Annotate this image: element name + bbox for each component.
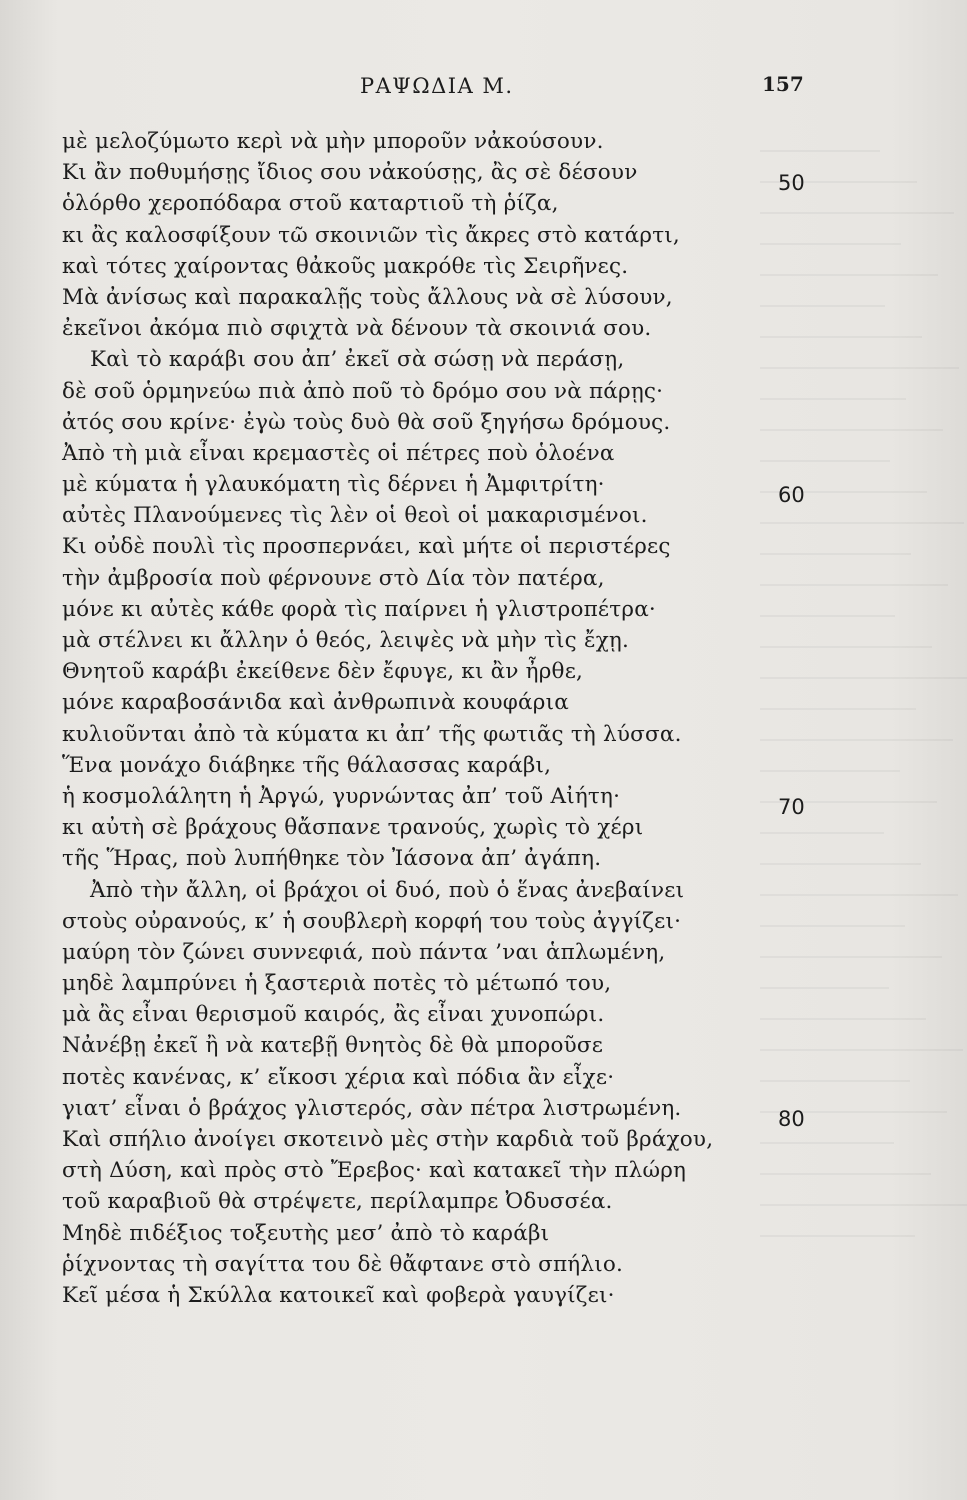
verse-line: μὲ κύματα ἡ γλαυκόματη τὶς δέρνει ἡ Ἀμφιτρίτη·: [62, 472, 605, 498]
poem-text: [62, 126, 762, 1311]
line-number: 80: [778, 1107, 805, 1132]
verse-line: δὲ σοῦ ὁρμηνεύω πιὰ ἀπὸ ποῦ τὸ δρόμο σου νὰ πάρῃς·: [62, 378, 664, 404]
page-number: 157: [762, 72, 804, 96]
verse-line: ῥίχνοντας τὴ σαγίττα του δὲ θἄφτανε στὸ σπήλιο.: [62, 1251, 623, 1277]
verse-line: στὴ Δύση, καὶ πρὸς στὸ Ἔρεβος· καὶ κατακεῖ τὴν πλώρη: [62, 1158, 687, 1184]
verse-line: ἐκεῖνοι ἀκόμα πιὸ σφιχτὰ νὰ δένουν τὰ σκοινιά σου.: [62, 316, 652, 342]
verse-line: κι ἂς καλοσφίξουν τῶ σκοινιῶν τὶς ἄκρες στὸ κατάρτι,: [62, 222, 680, 248]
verse-line: ἡ κοσμολάλητη ἡ Ἀργώ, γυρνώντας ἀπ’ τοῦ Αἰήτη·: [62, 783, 621, 809]
verse-line: μόνε καραβοσάνιδα καὶ ἀνθρωπινὰ κουφάρια: [62, 690, 569, 716]
running-header: [0, 68, 967, 102]
verse-line: Νἀνέβῃ ἐκεῖ ἢ νὰ κατεβῇ θνητὸς δὲ θὰ μποροῦσε: [62, 1033, 604, 1059]
verse-line: Κι ἂν ποθυμήσῃς ἴδιος σου νἀκούσῃς, ἂς σὲ δέσουν: [62, 160, 638, 186]
verse-line: μὲ μελοζύμωτο κερὶ νὰ μὴν μποροῦν νἀκούσουν.: [62, 129, 604, 154]
line-number: 60: [778, 483, 805, 508]
verse-line: μὰ ἂς εἶναι θερισμοῦ καιρός, ἂς εἶναι χυνοπώρι.: [62, 1002, 605, 1028]
chapter-title: ΡΑΨΩΔΙΑ Μ.: [360, 74, 514, 98]
verse-line: Καὶ σπήλιο ἀνοίγει σκοτεινὸ μὲς στὴν καρδιὰ τοῦ βράχου,: [62, 1127, 714, 1152]
verse-line: Κι οὐδὲ πουλὶ τὶς προσπερνάει, καὶ μήτε οἱ περιστέρες: [62, 534, 671, 560]
verse-line: Ἀπὸ τὴ μιὰ εἶναι κρεμαστὲς οἱ πέτρες ποὺ ὁλοένα: [62, 440, 615, 466]
verse-line: Μὰ ἀνίσως καὶ παρακαλῇς τοὺς ἄλλους νὰ σὲ λύσουν,: [62, 284, 673, 310]
verse-line: τοῦ καραβιοῦ θὰ στρέψετε, περίλαμπρε Ὀδυσσέα.: [62, 1189, 613, 1215]
verse-line: τὴν ἀμβροσία ποὺ φέρνουνε στὸ Δία τὸν πατέρα,: [62, 565, 605, 591]
verse-line: μόνε κι αὐτὲς κάθε φορὰ τὶς παίρνει ἡ γλιστροπέτρα·: [62, 596, 656, 622]
verse-line: Καὶ τὸ καράβι σου ἀπ’ ἐκεῖ σὰ σώσῃ νὰ περάσῃ,: [90, 347, 625, 373]
verse-line: κυλιοῦνται ἀπὸ τὰ κύματα κι ἀπ’ τῆς φωτιᾶς τὴ λύσσα.: [62, 721, 682, 747]
verse-line: γιατ’ εἶναι ὁ βράχος γλιστερός, σὰν πέτρα λιστρωμένη.: [62, 1095, 682, 1121]
verse-line: αὐτὲς Πλανούμενες τὶς λὲν οἱ θεοὶ οἱ μακαρισμένοι.: [62, 503, 648, 529]
line-number: 70: [778, 795, 805, 820]
verse-line: Κεῖ μέσα ἡ Σκύλλα κατοικεῖ καὶ φοβερὰ γαυγίζει·: [62, 1282, 615, 1308]
verse-line: στοὺς οὐρανούς, κ’ ἡ σουβλερὴ κορφή του τοὺς ἀγγίζει·: [62, 908, 682, 934]
verse-line: ποτὲς κανένας, κ’ εἴκοσι χέρια καὶ πόδια ἂν εἶχε·: [62, 1064, 615, 1090]
verse-line: Ἕνα μονάχο διάβηκε τῆς θάλασσας καράβι,: [62, 752, 552, 778]
verse-line: μαύρη τὸν ζώνει συννεφιά, ποὺ πάντα ’ναι ἁπλωμένη,: [62, 939, 666, 965]
verse-line: ὁλόρθο χεροπόδαρα στοῦ καταρτιοῦ τὴ ῥίζα,: [62, 191, 559, 217]
verse-line: Θνητοῦ καράβι ἐκείθενε δὲν ἔφυγε, κι ἂν ἦρθε,: [62, 659, 584, 685]
verse-line: μηδὲ λαμπρύνει ἡ ξαστεριὰ ποτὲς τὸ μέτωπό του,: [62, 971, 612, 997]
verse-line: μὰ στέλνει κι ἄλλην ὁ θεός, λειψὲς νὰ μὴν τὶς ἔχῃ.: [62, 628, 630, 653]
verse-line: Ἀπὸ τὴν ἄλλη, οἱ βράχοι οἱ δυό, ποὺ ὁ ἕνας ἀνεβαίνει: [90, 877, 685, 903]
line-number: 50: [778, 171, 805, 196]
verse-line: κι αὐτὴ σὲ βράχους θἄσπανε τρανούς, χωρὶς τὸ χέρι: [62, 815, 644, 841]
verse-line: τῆς Ἥρας, ποὺ λυπήθηκε τὸν Ἰάσονα ἀπ’ ἀγάπη.: [62, 846, 602, 872]
verse-line: ἀτός σου κρίνε· ἐγὼ τοὺς δυὸ θὰ σοῦ ξηγήσω δρόμους.: [62, 409, 671, 435]
verse-line: καὶ τότες χαίροντας θἀκοῦς μακρόθε τὶς Σειρῆνες.: [62, 253, 629, 279]
verse-line: Μηδὲ πιδέξιος τοξευτὴς μεσ’ ἀπὸ τὸ καράβι: [62, 1220, 550, 1246]
